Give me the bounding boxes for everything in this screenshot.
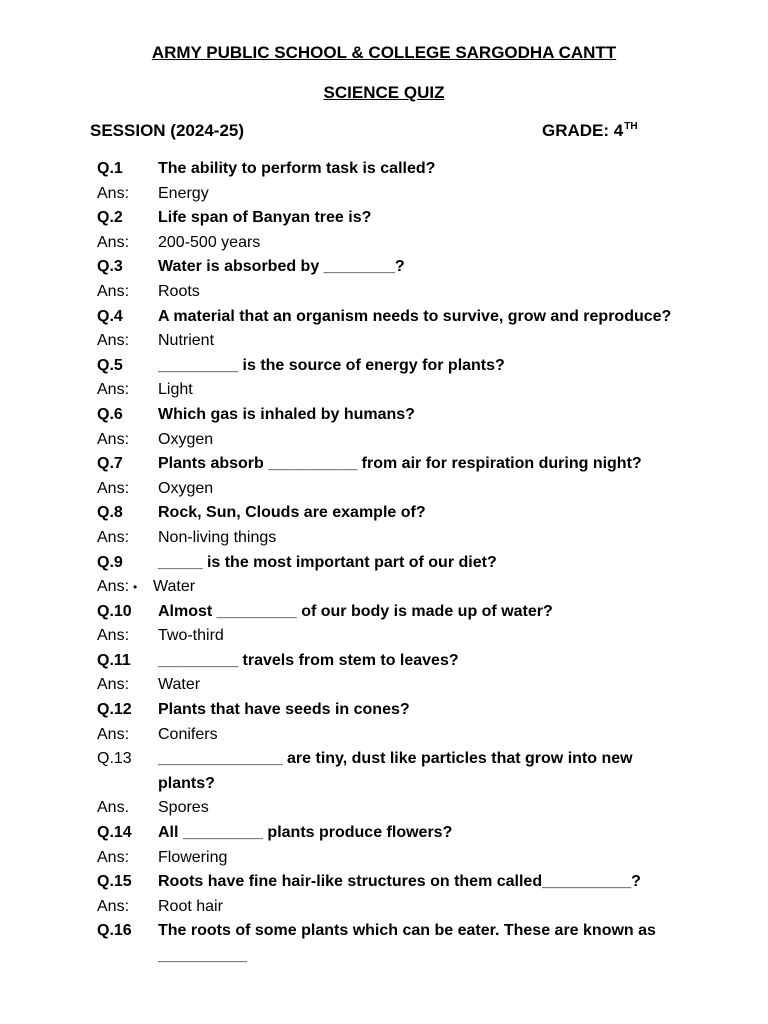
question-text: _____ is the most important part of our diet? bbox=[158, 553, 497, 571]
question-number: Q.11 bbox=[97, 651, 131, 669]
answer-text: Energy bbox=[158, 184, 209, 202]
answer-label: Ans: bbox=[97, 897, 130, 915]
question-text: _________ is the source of energy for plants? bbox=[158, 356, 505, 374]
answer-label: Ans: bbox=[97, 479, 130, 497]
question-text: Plants that have seeds in cones? bbox=[158, 701, 410, 719]
question-number: Q.3 bbox=[97, 258, 123, 276]
question-number: Q.6 bbox=[97, 405, 123, 423]
answer-text: Conifers bbox=[158, 725, 218, 743]
question-list bbox=[0, 157, 768, 969]
question-number: Q.12 bbox=[97, 701, 132, 719]
answer-label: Ans: bbox=[97, 184, 130, 202]
answer-row bbox=[0, 796, 768, 821]
answer-row bbox=[0, 231, 768, 256]
question-number: Q.15 bbox=[97, 873, 132, 891]
question-row bbox=[0, 870, 768, 895]
answer-label: Ans: bbox=[97, 578, 130, 596]
answer-row bbox=[0, 624, 768, 649]
question-row bbox=[0, 255, 768, 280]
answer-text: Root hair bbox=[158, 897, 223, 915]
question-row bbox=[0, 452, 768, 477]
answer-label: Ans: bbox=[97, 381, 130, 399]
session-label: SESSION (2024-25) bbox=[90, 121, 245, 140]
answer-text: Spores bbox=[158, 799, 209, 817]
question-row-continued bbox=[0, 944, 768, 969]
answer-text: Roots bbox=[158, 282, 200, 300]
answer-text: Water bbox=[153, 578, 196, 596]
answer-label: Ans: bbox=[97, 430, 130, 448]
answer-text: Two-third bbox=[158, 627, 224, 645]
answer-text: Water bbox=[158, 676, 201, 694]
question-number: Q.1 bbox=[97, 160, 123, 177]
answer-text: Nutrient bbox=[158, 332, 215, 350]
bullet-icon: • bbox=[133, 580, 138, 595]
question-row bbox=[0, 600, 768, 625]
question-row bbox=[0, 821, 768, 846]
answer-text: Oxygen bbox=[158, 430, 214, 448]
question-number: Q.14 bbox=[97, 824, 132, 842]
question-row bbox=[0, 919, 768, 944]
answer-label: Ans. bbox=[97, 799, 130, 817]
question-number: Q.10 bbox=[97, 602, 132, 620]
answer-text: Flowering bbox=[158, 848, 228, 866]
question-text: Almost _________ of our body is made up of water? bbox=[158, 602, 553, 620]
question-text: The ability to perform task is called? bbox=[158, 160, 436, 177]
answer-row bbox=[0, 329, 768, 354]
answer-text: Oxygen bbox=[158, 479, 214, 497]
grade-superscript: TH bbox=[624, 121, 638, 132]
question-number: Q.2 bbox=[97, 209, 123, 227]
grade-text: GRADE: 4 bbox=[542, 121, 624, 140]
answer-text: Light bbox=[158, 381, 193, 399]
question-number: Q.4 bbox=[97, 307, 123, 325]
question-row bbox=[0, 206, 768, 231]
question-number: Q.8 bbox=[97, 504, 123, 522]
answer-row bbox=[0, 477, 768, 502]
question-row-continued bbox=[0, 772, 768, 797]
answer-label: Ans: bbox=[97, 676, 130, 694]
quiz-title: SCIENCE QUIZ bbox=[323, 83, 445, 102]
question-text: _________ travels from stem to leaves? bbox=[158, 651, 459, 669]
question-row bbox=[0, 698, 768, 723]
question-row bbox=[0, 157, 768, 182]
question-text: Life span of Banyan tree is? bbox=[158, 209, 372, 227]
question-text: A material that an organism needs to survive, grow and reproduce? bbox=[158, 307, 672, 325]
question-row bbox=[0, 305, 768, 330]
question-text: All _________ plants produce flowers? bbox=[158, 824, 453, 842]
question-text: Water is absorbed by ________? bbox=[158, 258, 405, 276]
answer-row bbox=[0, 723, 768, 748]
answer-label: Ans: bbox=[97, 725, 130, 743]
question-text: Which gas is inhaled by humans? bbox=[158, 405, 415, 423]
answer-label: Ans: bbox=[97, 848, 130, 866]
answer-row bbox=[0, 182, 768, 207]
school-title: ARMY PUBLIC SCHOOL & COLLEGE SARGODHA CANTT bbox=[151, 43, 617, 62]
question-text: Plants absorb __________ from air for respiration during night? bbox=[158, 455, 642, 473]
question-text: The roots of some plants which can be eater. These are known as bbox=[158, 922, 656, 940]
question-row bbox=[0, 354, 768, 379]
answer-row bbox=[0, 846, 768, 871]
question-number: Q.13 bbox=[97, 750, 132, 768]
answer-label: Ans: bbox=[97, 233, 130, 251]
question-number: Q.7 bbox=[97, 455, 123, 473]
question-row bbox=[0, 501, 768, 526]
question-text: ______________ are tiny, dust like particles that grow into new bbox=[158, 750, 633, 768]
answer-row bbox=[0, 428, 768, 453]
question-text: Rock, Sun, Clouds are example of? bbox=[158, 504, 426, 522]
question-row bbox=[0, 551, 768, 576]
answer-text: 200-500 years bbox=[158, 233, 261, 251]
answer-row bbox=[0, 575, 768, 600]
answer-row bbox=[0, 378, 768, 403]
grade-label bbox=[542, 121, 638, 141]
question-number: Q.9 bbox=[97, 553, 123, 571]
answer-row bbox=[0, 526, 768, 551]
answer-label: Ans: bbox=[97, 282, 130, 300]
question-row bbox=[0, 403, 768, 428]
question-text-line2: __________ bbox=[158, 947, 247, 964]
question-number: Q.5 bbox=[97, 356, 123, 374]
question-row bbox=[0, 747, 768, 772]
answer-label: Ans: bbox=[97, 528, 130, 546]
answer-label: Ans: bbox=[97, 332, 130, 350]
question-text-line2: plants? bbox=[158, 774, 215, 792]
answer-text: Non-living things bbox=[158, 528, 277, 546]
answer-row bbox=[0, 673, 768, 698]
question-row bbox=[0, 649, 768, 674]
question-text: Roots have fine hair-like structures on them called__________? bbox=[158, 873, 641, 891]
answer-row bbox=[0, 280, 768, 305]
answer-label: Ans: bbox=[97, 627, 130, 645]
question-number: Q.16 bbox=[97, 922, 132, 940]
answer-row bbox=[0, 895, 768, 920]
